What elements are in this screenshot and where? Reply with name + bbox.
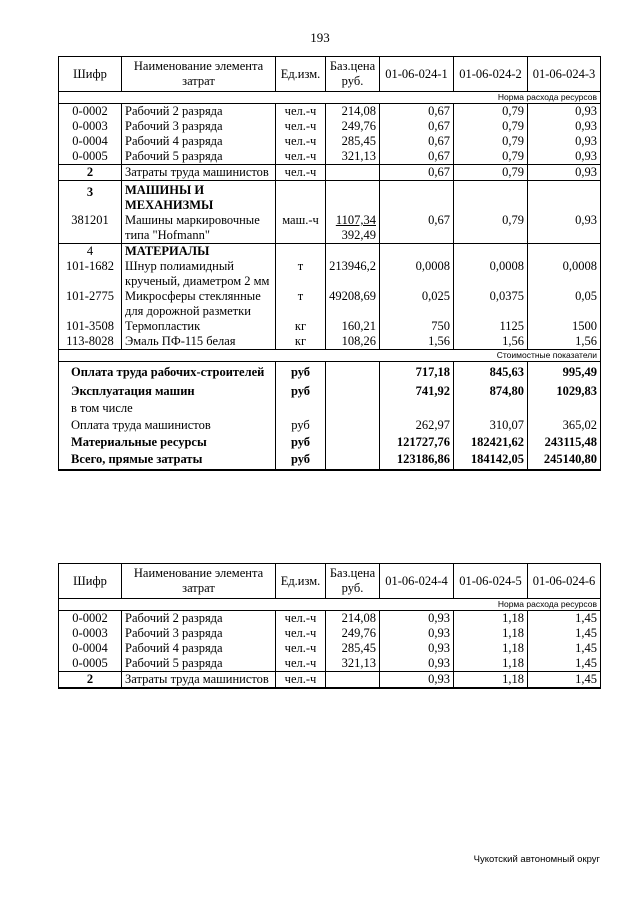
machine-price-2: 392,49 <box>341 228 376 242</box>
table-row: 101-1682 Шнур полиамидный крученый, диаметром 2 мм т 213946,2 0,0008 0,0008 0,0008 <box>59 259 601 289</box>
cost-row-total: Всего, прямые затраты руб 123186,86 184142,05 245140,80 <box>59 450 601 470</box>
table-row-machinists: 2 Затраты труда машинистов чел.-ч 0,67 0,79 0,93 <box>59 165 601 181</box>
header-name: Наименование элемента затрат <box>122 57 276 92</box>
norm-label: Норма расхода ресурсов <box>59 92 601 104</box>
cost-row: Эксплуатация машин руб 741,92 874,80 1029,83 <box>59 380 601 399</box>
table-row: 101-2775 Микросферы стеклянные для дорожной разметки т 49208,69 0,025 0,0375 0,05 <box>59 289 601 319</box>
header-col-2: 01-06-024-2 <box>454 57 528 92</box>
cost-row: в том числе <box>59 399 601 416</box>
cost-row: Оплата труда рабочих-строителей руб 717,18 845,63 995,49 <box>59 362 601 381</box>
table-row-machinists: 2 Затраты труда машинистов чел.-ч 0,93 1,18 1,45 <box>59 672 601 689</box>
header-code: Шифр <box>59 564 122 599</box>
table-row-machine: 381201 Машины маркировочные типа "Hofmann" маш.-ч 1107,34 392,49 0,67 0,79 0,93 <box>59 213 601 244</box>
header-price: Баз.цена руб. <box>326 564 380 599</box>
resource-table-1 <box>58 56 601 471</box>
table-row: 0-0004 Рабочий 4 разряда чел.-ч 285,45 0,93 1,18 1,45 <box>59 641 601 656</box>
table-row: 0-0003 Рабочий 3 разряда чел.-ч 249,76 0,93 1,18 1,45 <box>59 626 601 641</box>
table-row: 0-0002 Рабочий 2 разряда чел.-ч 214,08 0,93 1,18 1,45 <box>59 611 601 627</box>
footer-region: Чукотский автономный округ <box>473 854 600 865</box>
section-materials: 4 МАТЕРИАЛЫ <box>59 244 601 260</box>
header-name: Наименование элемента затрат <box>122 564 276 599</box>
header-col-5: 01-06-024-5 <box>454 564 528 599</box>
table-header-row <box>59 564 601 599</box>
table-row: 0-0005 Рабочий 5 разряда чел.-ч 321,13 0,93 1,18 1,45 <box>59 656 601 672</box>
table-row: 113-8028 Эмаль ПФ-115 белая кг 108,26 1,56 1,56 1,56 <box>59 334 601 350</box>
header-col-1: 01-06-024-1 <box>380 57 454 92</box>
section-machines: 3 МАШИНЫ И МЕХАНИЗМЫ <box>59 181 601 214</box>
header-col-3: 01-06-024-3 <box>528 57 601 92</box>
table-row: 0-0002 Рабочий 2 разряда чел.-ч 214,08 0,67 0,79 0,93 <box>59 104 601 120</box>
table-row: 101-3508 Термопластик кг 160,21 750 1125 1500 <box>59 319 601 334</box>
page-number: 193 <box>310 30 330 45</box>
table-header-row <box>59 57 601 92</box>
table-row: 0-0005 Рабочий 5 разряда чел.-ч 321,13 0,67 0,79 0,93 <box>59 149 601 165</box>
header-price: Баз.цена руб. <box>326 57 380 92</box>
norm-label: Норма расхода ресурсов <box>59 599 601 611</box>
cost-row: Материальные ресурсы руб 121727,76 182421,62 243115,48 <box>59 433 601 450</box>
header-unit: Ед.изм. <box>276 564 326 599</box>
table-row: 0-0004 Рабочий 4 разряда чел.-ч 285,45 0,67 0,79 0,93 <box>59 134 601 149</box>
header-code: Шифр <box>59 57 122 92</box>
table-row: 0-0003 Рабочий 3 разряда чел.-ч 249,76 0,67 0,79 0,93 <box>59 119 601 134</box>
cost-label: Стоимостные показатели <box>59 350 601 362</box>
header-col-6: 01-06-024-6 <box>528 564 601 599</box>
header-unit: Ед.изм. <box>276 57 326 92</box>
cost-row: Оплата труда машинистов руб 262,97 310,07 365,02 <box>59 416 601 433</box>
header-col-4: 01-06-024-4 <box>380 564 454 599</box>
resource-table-2 <box>58 563 601 689</box>
machine-price: 1107,34 <box>335 213 376 227</box>
